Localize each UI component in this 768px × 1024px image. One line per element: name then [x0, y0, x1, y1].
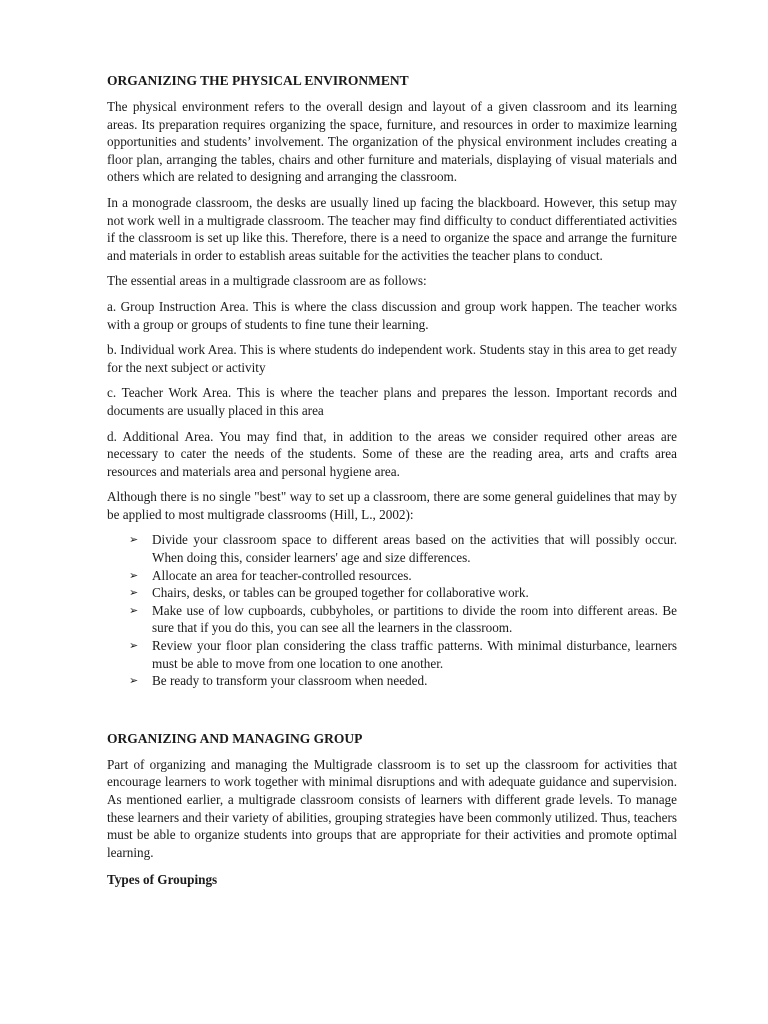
list-item: [107, 567, 677, 585]
list-item: [107, 584, 677, 602]
paragraph-physical-environment-intro: The physical environment refers to the overall design and layout of a given classroom and its learning areas. Its preparation requires organizing the space, furniture, and resources in order to maximize learning opportunities and students’ involvement. The organization of the physical environment includes creating a floor plan, arranging the tables, chairs and other furniture and materials, displaying of visual materials and others which are related to designing and arranging the classroom.: [107, 99, 677, 185]
list-item-text: Review your floor plan considering the class traffic patterns. With minimal disturbance, learners must be able to move from one location to one another.: [152, 638, 677, 671]
paragraph-guidelines-intro: Although there is no single "best" way to set up a classroom, there are some general guidelines that may by be applied to most multigrade classrooms (Hill, L., 2002):: [107, 489, 677, 522]
arrowhead-icon: ➢: [129, 533, 139, 547]
list-item: [107, 672, 677, 690]
arrowhead-icon: ➢: [129, 674, 139, 688]
list-item-text: Make use of low cupboards, cubbyholes, or partitions to divide the room into different areas. Be sure that if you do this, you can see all the learners in the classroom.: [152, 602, 677, 636]
list-item: [107, 602, 677, 637]
paragraph-managing-group: Part of organizing and managing the Multigrade classroom is to set up the classroom for activities that encourage learners to work together with minimal disruptions and with adequate guidance and supervision. As mentioned earlier, a multigrade classroom consists of learners with different grade levels. To manage these learners and their variety of abilities, grouping strategies have been commonly utilized. Thus, teachers must be able to organize students into groups that are appropriate for their activities and promote optimal learning.: [107, 756, 677, 860]
paragraph-individual-work-area: b. Individual work Area. This is where students do independent work. Students stay in this area to get ready for the next subject or activity: [107, 342, 677, 375]
section-heading-physical-environment: ORGANIZING THE PHYSICAL ENVIRONMENT: [107, 73, 409, 88]
subheading-types-of-groupings: Types of Groupings: [107, 872, 218, 888]
arrowhead-icon: ➢: [129, 568, 139, 582]
list-item: [107, 637, 677, 672]
section-heading-managing-group: ORGANIZING AND MANAGING GROUP: [107, 730, 363, 746]
list-item-text: Divide your classroom space to different areas based on the activities that will possibly occur. When doing this, consider learners' age and size differences.: [152, 532, 677, 566]
arrowhead-icon: ➢: [129, 586, 139, 600]
list-item-text: Allocate an area for teacher-controlled resources.: [152, 567, 412, 583]
paragraph-monograde-classroom: In a monograde classroom, the desks are usually lined up facing the blackboard. However, this setup may not work well in a multigrade classroom. The teacher may find difficulty to conduct differentiated activities if the classroom is set up like this. Therefore, there is a need to organize the space and arrange the furniture and materials in order to establish areas suitable for the activities the teacher plans to conduct.: [107, 194, 677, 263]
arrowhead-icon: ➢: [129, 639, 139, 653]
list-item: [107, 531, 677, 566]
paragraph-group-instruction-area: a. Group Instruction Area. This is where the class discussion and group work happen. The teacher works with a group or groups of students to fine tune their learning.: [107, 298, 677, 332]
arrowhead-icon: ➢: [129, 603, 139, 617]
guidelines-list: [107, 531, 677, 689]
list-item-text: Chairs, desks, or tables can be grouped together for collaborative work.: [152, 585, 529, 601]
list-item-text: Be ready to transform your classroom when needed.: [152, 673, 428, 689]
paragraph-essential-areas: The essential areas in a multigrade classroom are as follows:: [107, 273, 427, 289]
paragraph-teacher-work-area: c. Teacher Work Area. This is where the teacher plans and prepares the lesson. Important records and documents are usually placed in this area: [107, 385, 677, 418]
paragraph-additional-area: d. Additional Area. You may find that, in addition to the areas we consider required other areas are necessary to cater the needs of the students. Some of these are the reading area, arts and crafts area resources and materials area and personal hygiene area.: [107, 428, 677, 479]
